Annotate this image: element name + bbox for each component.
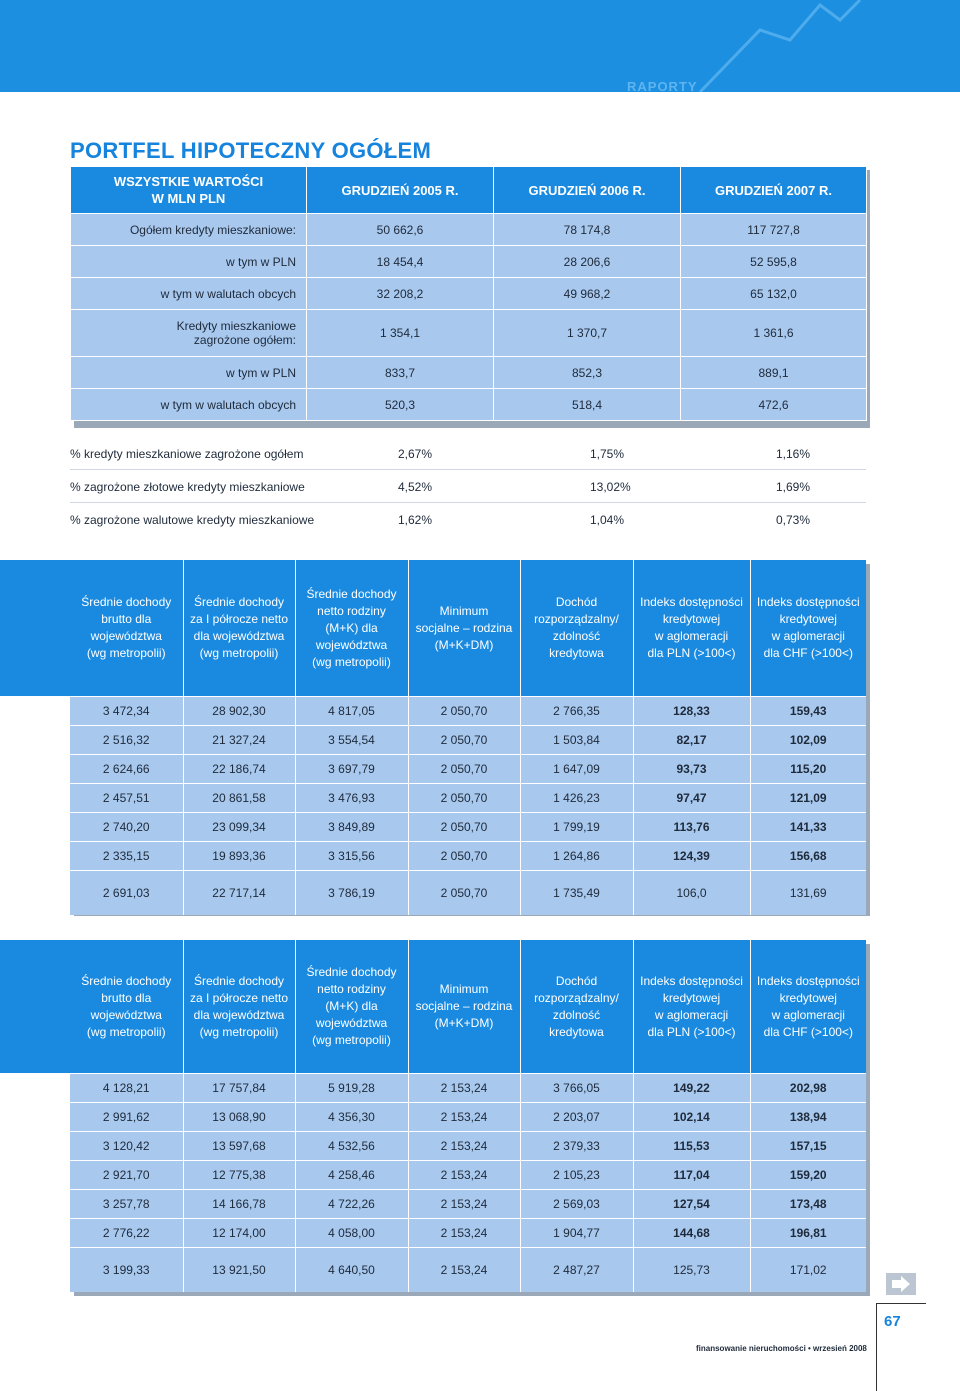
cell-value: 1,75% (590, 447, 625, 461)
cell-value: 520,3 (307, 389, 494, 421)
table-row (70, 1161, 866, 1190)
cell-value: 4 058,00 (295, 1219, 408, 1248)
cell-value: 2 516,32 (70, 726, 183, 755)
cell-value: 2 050,70 (408, 842, 520, 871)
cell-value: 1 264,86 (520, 842, 633, 871)
table-row (70, 1219, 866, 1248)
cell-value: 2 050,70 (408, 697, 520, 726)
cell-value: 852,3 (494, 357, 681, 389)
arrow-right-icon[interactable] (886, 1273, 916, 1295)
summary-row (70, 871, 866, 916)
table-row (71, 310, 867, 357)
cell-value: 117 727,8 (681, 214, 867, 246)
cell-value: 2 153,24 (408, 1161, 520, 1190)
cell-value: 4,52% (398, 480, 433, 494)
cell-value: 2 050,70 (408, 726, 520, 755)
cell-value: 138,94 (750, 1103, 866, 1132)
cell-value: 127,54 (633, 1190, 750, 1219)
cell-value: 1,62% (398, 513, 433, 527)
cell-value: 2 050,70 (408, 755, 520, 784)
column-header: GRUDZIEŃ 2007 R. (681, 167, 867, 214)
cell-value: 2 740,20 (70, 813, 183, 842)
cell-value: 2 153,24 (408, 1248, 520, 1293)
cell-value: 21 327,24 (183, 726, 295, 755)
row-label: w tym w walutach obcych (71, 389, 307, 421)
cell-value: 141,33 (750, 813, 866, 842)
cell-value: 13 597,68 (183, 1132, 295, 1161)
cell-value: 196,81 (750, 1219, 866, 1248)
cell-value: 2 153,24 (408, 1190, 520, 1219)
page-number: 67 (884, 1313, 901, 1330)
table-row (70, 784, 866, 813)
cell-value: 97,47 (633, 784, 750, 813)
table-row (70, 813, 866, 842)
cell-value: 115,53 (633, 1132, 750, 1161)
cell-value: 3 476,93 (295, 784, 408, 813)
cell-value: 3 554,54 (295, 726, 408, 755)
cell-value: 14 166,78 (183, 1190, 295, 1219)
cell-value: 472,6 (681, 389, 867, 421)
column-header: Minimum socjalne – rodzina (M+K+DM) (408, 940, 520, 1074)
column-header: GRUDZIEŃ 2006 R. (494, 167, 681, 214)
cell-value: 13,02% (590, 480, 631, 494)
table-row (70, 726, 866, 755)
cell-value: 106,0 (633, 871, 750, 916)
cell-value: 22 186,74 (183, 755, 295, 784)
column-header: Średnie dochody brutto dla województwa (wg metropolii) (70, 560, 183, 697)
cell-value: 3 257,78 (70, 1190, 183, 1219)
cell-value: 18 454,4 (307, 246, 494, 278)
cell-value: 2 457,51 (70, 784, 183, 813)
cell-value: 159,20 (750, 1161, 866, 1190)
cell-value: 4 128,21 (70, 1074, 183, 1103)
cell-value: 23 099,34 (183, 813, 295, 842)
cell-value: 22 717,14 (183, 871, 295, 916)
cell-value: 4 640,50 (295, 1248, 408, 1293)
cell-value: 4 356,30 (295, 1103, 408, 1132)
cell-value: 1 426,23 (520, 784, 633, 813)
cell-value: 1 799,19 (520, 813, 633, 842)
trend-line-icon (0, 0, 960, 92)
cell-value: 173,48 (750, 1190, 866, 1219)
cell-value: 2 624,66 (70, 755, 183, 784)
cell-value: 1 735,49 (520, 871, 633, 916)
cell-value: 20 861,58 (183, 784, 295, 813)
percent-row (70, 437, 866, 470)
column-header: Indeks dostępności kredytowej w aglomeracji dla PLN (>100<) (633, 560, 750, 697)
table-row (70, 1074, 866, 1103)
table-row (71, 278, 867, 310)
cell-value: 3 315,56 (295, 842, 408, 871)
cell-value: 19 893,36 (183, 842, 295, 871)
cell-value: 3 697,79 (295, 755, 408, 784)
cell-value: 5 919,28 (295, 1074, 408, 1103)
column-header: GRUDZIEŃ 2005 R. (307, 167, 494, 214)
percent-row (70, 503, 866, 535)
row-label: w tym w walutach obcych (71, 278, 307, 310)
cell-value: 28 206,6 (494, 246, 681, 278)
left-strip (0, 560, 70, 696)
cell-value: 1 503,84 (520, 726, 633, 755)
table-row (71, 246, 867, 278)
percent-row (70, 470, 866, 503)
cell-value: 2 050,70 (408, 871, 520, 916)
cell-value: 121,09 (750, 784, 866, 813)
cell-value: 149,22 (633, 1074, 750, 1103)
column-header: Średnie dochody netto rodziny (M+K) dla województwa (wg metropolii) (295, 940, 408, 1074)
column-header: Średnie dochody za I półrocze netto dla województwa (wg metropolii) (183, 560, 295, 697)
row-label: Ogółem kredyty mieszkaniowe: (71, 214, 307, 246)
cell-value: 65 132,0 (681, 278, 867, 310)
column-header: Dochód rozporządzalny/ zdolność kredytowa (520, 560, 633, 697)
cell-value: 2 766,35 (520, 697, 633, 726)
cell-value: 113,76 (633, 813, 750, 842)
cell-value: 17 757,84 (183, 1074, 295, 1103)
row-label: Kredyty mieszkaniowe zagrożone ogółem: (71, 310, 307, 357)
cell-value: 156,68 (750, 842, 866, 871)
column-header: WSZYSTKIE WARTOŚCI W MLN PLN (71, 167, 307, 214)
cell-value: 4 722,26 (295, 1190, 408, 1219)
income-table-1 (70, 560, 866, 915)
cell-value: 2 776,22 (70, 1219, 183, 1248)
cell-value: 2 153,24 (408, 1103, 520, 1132)
row-label: % zagrożone walutowe kredyty mieszkaniowe (70, 513, 315, 527)
cell-value: 2 050,70 (408, 813, 520, 842)
column-header: Dochód rozporządzalny/ zdolność kredytowa (520, 940, 633, 1074)
publication-footer: finansowanie nieruchomości • wrzesień 2008 (696, 1344, 867, 1353)
cell-value: 128,33 (633, 697, 750, 726)
table-row (71, 357, 867, 389)
cell-value: 2 153,24 (408, 1132, 520, 1161)
portfolio-table (70, 166, 867, 421)
table-row (70, 1132, 866, 1161)
cell-value: 2 335,15 (70, 842, 183, 871)
cell-value: 12 775,38 (183, 1161, 295, 1190)
section-label: RAPORTY (627, 79, 698, 94)
column-header: Minimum socjalne – rodzina (M+K+DM) (408, 560, 520, 697)
header-bar (0, 0, 960, 92)
cell-value: 28 902,30 (183, 697, 295, 726)
cell-value: 157,15 (750, 1132, 866, 1161)
cell-value: 2 379,33 (520, 1132, 633, 1161)
column-header: Indeks dostępności kredytowej w aglomeracji dla CHF (>100<) (750, 560, 866, 697)
income-table-2 (70, 940, 866, 1292)
table-row (70, 697, 866, 726)
cell-value: 1,04% (590, 513, 625, 527)
table-row (70, 1190, 866, 1219)
cell-value: 102,14 (633, 1103, 750, 1132)
cell-value: 2 991,62 (70, 1103, 183, 1132)
cell-value: 3 472,34 (70, 697, 183, 726)
cell-value: 12 174,00 (183, 1219, 295, 1248)
cell-value: 3 786,19 (295, 871, 408, 916)
table-row (70, 755, 866, 784)
cell-value: 3 199,33 (70, 1248, 183, 1293)
cell-value: 202,98 (750, 1074, 866, 1103)
cell-value: 1 904,77 (520, 1219, 633, 1248)
cell-value: 131,69 (750, 871, 866, 916)
cell-value: 2 105,23 (520, 1161, 633, 1190)
cell-value: 2 487,27 (520, 1248, 633, 1293)
row-label: w tym w PLN (71, 246, 307, 278)
cell-value: 4 258,46 (295, 1161, 408, 1190)
cell-value: 117,04 (633, 1161, 750, 1190)
column-header: Średnie dochody brutto dla województwa (wg metropolii) (70, 940, 183, 1074)
column-header: Średnie dochody netto rodziny (M+K) dla województwa (wg metropolii) (295, 560, 408, 697)
summary-row (70, 1248, 866, 1293)
cell-value: 1 361,6 (681, 310, 867, 357)
cell-value: 4 817,05 (295, 697, 408, 726)
cell-value: 32 208,2 (307, 278, 494, 310)
column-header: Indeks dostępności kredytowej w aglomeracji dla CHF (>100<) (750, 940, 866, 1074)
cell-value: 518,4 (494, 389, 681, 421)
cell-value: 144,68 (633, 1219, 750, 1248)
page-title: PORTFEL HIPOTECZNY OGÓŁEM (70, 138, 432, 163)
cell-value: 13 068,90 (183, 1103, 295, 1132)
table-row (70, 1103, 866, 1132)
cell-value: 4 532,56 (295, 1132, 408, 1161)
cell-value: 833,7 (307, 357, 494, 389)
cell-value: 2 921,70 (70, 1161, 183, 1190)
cell-value: 2 203,07 (520, 1103, 633, 1132)
left-strip (0, 940, 70, 1073)
divider (876, 1303, 926, 1304)
cell-value: 159,43 (750, 697, 866, 726)
cell-value: 52 595,8 (681, 246, 867, 278)
table-row (71, 214, 867, 246)
row-label: w tym w PLN (71, 357, 307, 389)
column-header: Średnie dochody za I półrocze netto dla województwa (wg metropolii) (183, 940, 295, 1074)
cell-value: 2 569,03 (520, 1190, 633, 1219)
cell-value: 1 370,7 (494, 310, 681, 357)
row-label: % kredyty mieszkaniowe zagrożone ogółem (70, 447, 304, 461)
header-row (70, 940, 866, 1074)
cell-value: 0,73% (776, 513, 811, 527)
cell-value: 102,09 (750, 726, 866, 755)
cell-value: 124,39 (633, 842, 750, 871)
cell-value: 82,17 (633, 726, 750, 755)
cell-value: 78 174,8 (494, 214, 681, 246)
cell-value: 2,67% (398, 447, 433, 461)
table-row (71, 389, 867, 421)
header-row (70, 560, 866, 697)
column-header: Indeks dostępności kredytowej w aglomeracji dla PLN (>100<) (633, 940, 750, 1074)
cell-value: 3 766,05 (520, 1074, 633, 1103)
cell-value: 1 647,09 (520, 755, 633, 784)
cell-value: 3 120,42 (70, 1132, 183, 1161)
cell-value: 3 849,89 (295, 813, 408, 842)
row-label: % zagrożone złotowe kredyty mieszkaniowe (70, 480, 305, 494)
cell-value: 2 691,03 (70, 871, 183, 916)
cell-value: 125,73 (633, 1248, 750, 1293)
cell-value: 13 921,50 (183, 1248, 295, 1293)
cell-value: 2 050,70 (408, 784, 520, 813)
divider (876, 1303, 877, 1391)
cell-value: 2 153,24 (408, 1074, 520, 1103)
cell-value: 1,69% (776, 480, 811, 494)
cell-value: 93,73 (633, 755, 750, 784)
cell-value: 50 662,6 (307, 214, 494, 246)
cell-value: 171,02 (750, 1248, 866, 1293)
cell-value: 889,1 (681, 357, 867, 389)
cell-value: 2 153,24 (408, 1219, 520, 1248)
table-row (70, 842, 866, 871)
cell-value: 1 354,1 (307, 310, 494, 357)
cell-value: 115,20 (750, 755, 866, 784)
cell-value: 49 968,2 (494, 278, 681, 310)
cell-value: 1,16% (776, 447, 811, 461)
